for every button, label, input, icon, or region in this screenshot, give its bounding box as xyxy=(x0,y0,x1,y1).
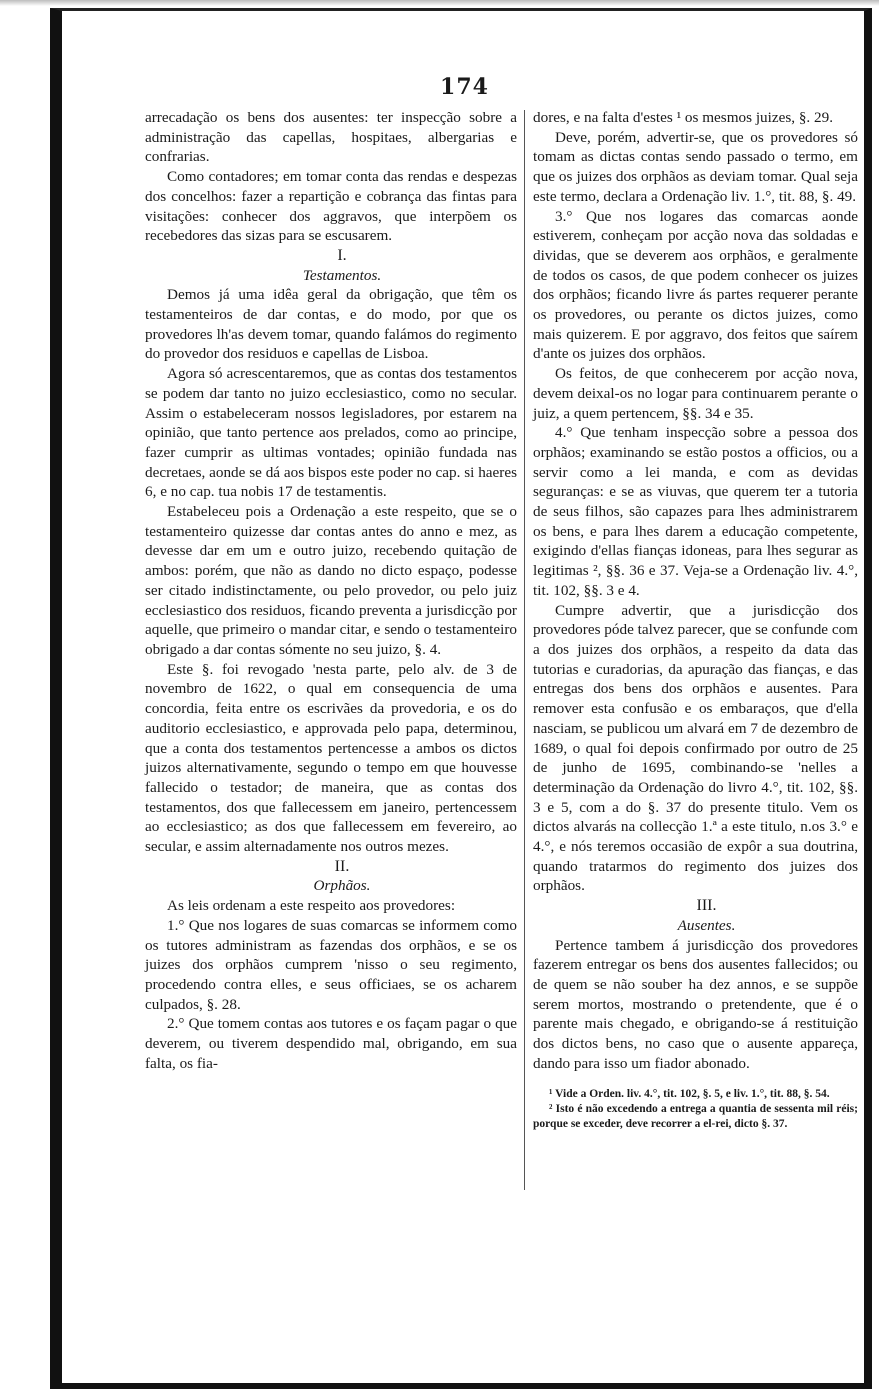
footnote: ¹ Vide a Orden. liv. 4.°, tit. 102, §. 5, e liv. 1.°, tit. 88, §. 54. xyxy=(549,1088,830,1101)
paragraph: Os feitos, de que conhecerem por acção nova, devem deixal-os no logar para continuarem perante o juiz, a quem pertencem, §§. 34 e 35. xyxy=(533,365,858,422)
section-title: Orphãos. xyxy=(313,877,371,895)
section-title: Ausentes. xyxy=(677,916,736,934)
paragraph: 2.° Que tomem contas aos tutores e os façam pagar o que deverem, ou tiverem despendido mal, obrigando, em sua falta, os fia- xyxy=(145,1015,517,1072)
footnotes xyxy=(533,1087,858,1132)
paragraph: Demos já uma idêa geral da obrigação, que têm os testamenteiros de dar contas, e do modo, por que os provedores lh'as devem tomar, quando falámos do regimento do provedor dos residuos e capellas de Lisboa. xyxy=(145,286,517,363)
paragraph: Cumpre advertir, que a jurisdicção dos provedores póde talvez parecer, que se confunde com a dos juizes dos orphãos, a respeito da data das tutorias e curadorias, da apuração das fianças, e das entregas dos bens dos orphãos e ausentes. Para remover esta confusão e os embaraços, que d'ella nasciam, se publicou um alvará em 7 de dezembro de 1689, o qual foi depois confirmado por outro de 25 de junho de 1695, combinando-se 'nelles a determinação da Ordenação do livro 4.°, tit. 102, §§. 3 e 5, com a do §. 37 do presente titulo. Vem os dictos alvarás na collecção 1.ª a este titulo, n.os 3.° e 4.°, e nós teremos occasião de expôr a sua doutrina, quando tratarmos do regimento dos juizes dos orphãos. xyxy=(533,601,858,895)
page-number: 174 xyxy=(440,74,489,100)
paragraph: Pertence tambem á jurisdicção dos provedores fazerem entregar os bens dos ausentes fallecidos; ou de quem se não souber ha dez annos, e se suppõe serem mortos, mostrando o pretendente, que é o parente mais chegado, e obrigando-se á restituição dos dictos bens, no caso que o ausente appareça, dando para isso um fiador abonado. xyxy=(533,936,858,1072)
paragraph: 3.° Que nos logares das comarcas aonde estiverem, conheçam por acção nova das soldadas e dividas, que se deverem aos orphãos, e geralmente de todos os casos, de que podem conhecer os juizes dos orphãos; ficando livre ás partes requerer perante os provedores, ou perante os dictos juizes, como mais quizerem. E por aggravo, dos feitos que saírem d'ante os juizes dos orphãos. xyxy=(533,207,858,363)
paragraph: dores, e na falta d'estes ¹ os mesmos juizes, §. 29. xyxy=(533,109,834,126)
book-page xyxy=(50,0,879,1399)
footnote: ² Isto é não excedendo a entrega a quantia de sessenta mil réis; porque se exceder, deve recorrer a el-rei, dicto §. 37. xyxy=(533,1103,858,1131)
right-column xyxy=(533,108,858,1132)
section-number: III. xyxy=(696,897,717,915)
paragraph: arrecadação os bens dos ausentes: ter inspecção sobre a administração das capellas, hospitaes, albergarias e confrarias. xyxy=(145,109,517,166)
section-number: II. xyxy=(334,857,350,875)
paragraph: Agora só acrescentaremos, que as contas dos testamentos se podem dar tanto no juizo ecclesiastico, como no secular. Assim o estabeleceram nossos legisladores, por estarem na opinião, que tanto pertence aos prelados, como ao principe, fazer cumprir as ultimas vontades; opinião fundada nas decretaes, aonde se dá aos bispos este poder no cap. si haeres 6, e no cap. tua nobis 17 de testamentis. xyxy=(145,365,517,501)
paragraph: Este §. foi revogado 'nesta parte, pelo alv. de 3 de novembro de 1622, o qual em consequencia de uma concordia, feita entre os escrivães da provedoria, e os do auditorio ecclesiastico, e approvada pelo papa, determinou, que a conta dos testamentos pertencesse a ambos os dictos juizos alternativamente, segundo o tempo em que houvesse fallecido o testador; de maneira, que as contas dos testamentos, dos que fallecessem em janeiro, pertencessem ao ecclesiastico; as dos que fallecessem em fevereiro, ao secular, e assim alternadamente nos outros mezes. xyxy=(145,660,517,856)
section-number: I. xyxy=(337,246,347,264)
paragraph: 4.° Que tenham inspecção sobre a pessoa dos orphãos; examinando se estão postos a officios, ou a servir como a lei manda, e com as devidas seguranças: e se as viuvas, que querem ter a tutoria de seus filhos, são capazes para lhes administrarem os bens, e para lhes darem a educação competente, exigindo d'ellas fianças idoneas, para lhes segurar as legitimas ², §§. 36 e 37. Veja-se a Ordenação liv. 4.°, tit. 102, §§. 3 e 4. xyxy=(533,424,858,599)
column-divider xyxy=(524,110,525,1190)
paragraph: 1.° Que nos logares de suas comarcas se informem como os tutores administram as fazendas dos orphãos, e se os juizes dos orphãos cumprem 'nisso o seu regimento, procedendo contra elles, e seus officiaes, se os acharem culpados, §. 28. xyxy=(145,916,517,1013)
paragraph: As leis ordenam a este respeito aos provedores: xyxy=(167,897,456,915)
left-column xyxy=(145,108,517,1073)
paragraph: Deve, porém, advertir-se, que os provedores só tomam as dictas contas sendo passado o termo, em que os juizes dos orphãos as deviam tomar. Qual seja este termo, declara a Ordenação liv. 1.°, tit. 88, §. 49. xyxy=(533,128,858,205)
paragraph: Estabeleceu pois a Ordenação a este respeito, que se o testamenteiro quizesse dar contas antes do anno e mez, as devesse dar em um e outro juizo, recebendo quitação de ambos: porém, que não as dando no dicto espaço, podesse ser citado indistinctamente, ou pelo provedor, ou pelo juiz ecclesiastico dos residuos, ficando preventa a jurisdicção por aquelle, que primeiro o mandar citar, e sendo o testamenteiro obrigado a dar contas sómente no seu juizo, §. 4. xyxy=(145,503,517,658)
section-title: Testamentos. xyxy=(302,266,382,284)
paragraph: Como contadores; em tomar conta das rendas e despezas dos concelhos: fazer a repartição e cobrança das fintas para visitações: conhecer dos aggravos, que interpõem os recebedores das sizas para se escusarem. xyxy=(145,168,517,245)
